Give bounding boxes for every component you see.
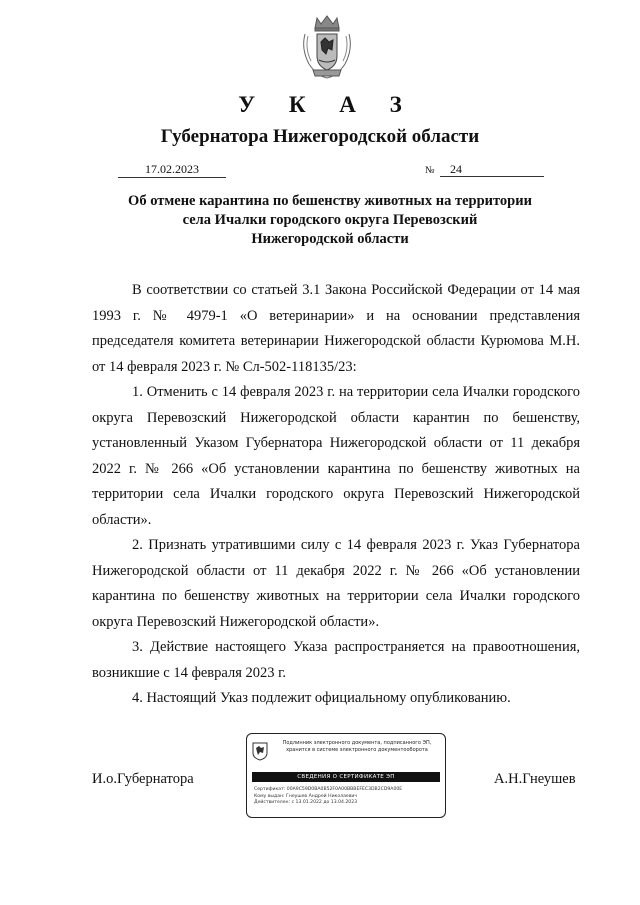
certificate-serial: Сертификат: 00A9C59D0BA0B52F0A00BBBEFEC3DB2CD9A00E — [254, 787, 403, 792]
stamp-notice: Подлинник электронного документа, подписанного ЭП, хранится в системе электронного документооборота — [282, 740, 432, 753]
body-paragraph-item-2: 2. Признать утратившими силу с 14 февраля 2023 г. Указ Губернатора Нижегородской области от 11 декабря 2022 г. № 266 «Об установлении карантина по бешенству животных на территории села Ичалки городского округа Перевозский Нижегородской области». — [92, 537, 580, 630]
heading-line-2: села Ичалки городского округа Перевозский — [182, 212, 478, 228]
heading-line-1: Об отмене карантина по бешенству животных на территории — [128, 193, 532, 209]
document-heading — [100, 192, 560, 249]
stamp-details — [254, 787, 442, 807]
body-paragraph-item-1: 1. Отменить с 14 февраля 2023 г. на территории села Ичалки городского округа Перевозский Нижегородской области карантин по бешенству, установленный Указом Губернатора Нижегородской области от 11 декабря 2022 г. № 266 «Об установлении карантина по бешенству животных на территории села Ичалки городского округа Перевозский Нижегородской области». — [92, 384, 580, 528]
number-label: № — [425, 165, 435, 176]
stamp-heading: СВЕДЕНИЯ О СЕРТИФИКАТЕ ЭП — [252, 772, 440, 782]
body-paragraph-item-3: 3. Действие настоящего Указа распространяется на правоотношения, возникшие с 14 февраля 2023 г. — [92, 639, 580, 681]
body-paragraph-preamble: В соответствии со статьей 3.1 Закона Российской Федерации от 14 мая 1993 г. № 4979-1 «О ветеринарии» и на основании представления председателя комитета ветеринарии Нижегородской области Курюмова М.Н. от 14 февраля 2023 г. № Сл-502-118135/23: — [92, 282, 580, 375]
electronic-signature-stamp — [246, 733, 446, 818]
signatory-position: И.о.Губернатора — [92, 771, 194, 787]
body-paragraph-item-4: 4. Настоящий Указ подлежит официальному опубликованию. — [132, 690, 511, 706]
certificate-owner: Кому выдан: Гнеушев Андрей Николаевич — [254, 793, 358, 799]
certificate-validity: Действителен: с 13.01.2022 до 13.04.2023 — [254, 800, 358, 805]
document-subtitle: Губернатора Нижегородской области — [160, 126, 480, 147]
document-number: 24 — [440, 162, 544, 177]
emblem-icon — [252, 741, 268, 761]
document-title: У К А З — [238, 92, 416, 117]
coat-of-arms-emblem — [299, 14, 355, 82]
document-date: 17.02.2023 — [118, 162, 226, 178]
heading-line-3: Нижегородской области — [251, 231, 409, 247]
document-body — [92, 278, 580, 712]
signatory-name: А.Н.Гнеушев — [494, 771, 576, 787]
